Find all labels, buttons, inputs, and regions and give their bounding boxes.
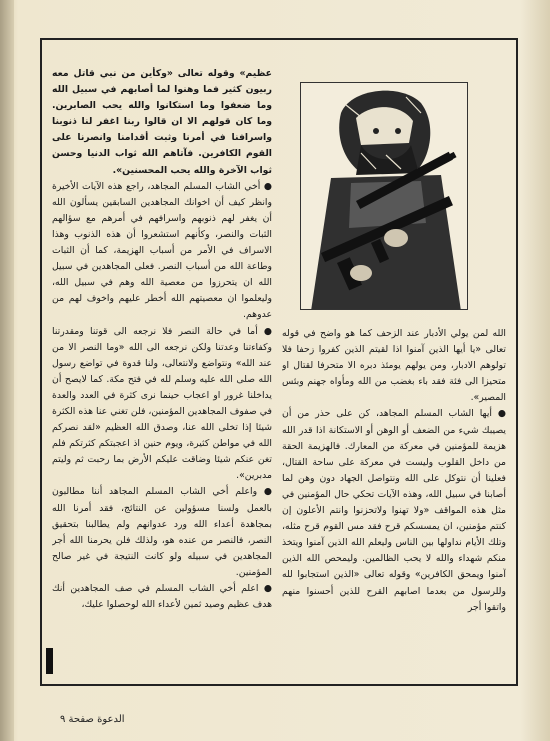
paragraph: ● أما في حالة النصر فلا نرجعه الى قوتنا ومقدرتنا وكفاءتنا وعدتنا ولكن نرجعه الى الله «وما النصر الا من عند الله» ونتواضع ولانتعالى، ولنا قدوة في تواضع رسول الله صلى الله عليه وسلم لله في فتح مكة. كما لايصح أن يداخلنا غرور او اعجاب حينما نرى كثرة في العدد والعدة في صفوف المجاهدين المؤمنين، فلن تغني عنا هذه الكثرة شيئا إذا تخلى الله عنا، وصدق الله العظيم «لقد نصركم الله في مواطن كثيرة، ويوم حنين اذ اعجبتكم كثرتكم فلم تغن عنكم شيئا وضاقت عليكم الأرض بما رحبت ثم وليتم مدبرين». bbox=[52, 325, 272, 482]
paragraph: ● أيها الشاب المسلم المجاهد، كن على حذر من أن يصيبك شيء من الضعف أو الوهن أو الاستكانة اذا قدر الله هزيمة للمؤمنين في معركة من المعارك. فالهزيمة الحقة من داخل القلوب وليست في معركة على ساحة القتال، فعلينا أن نتوكل على الله ونتواصل الجهاد دون وهن لما أصابنا في سبيل الله، وهذه الآيات تحكي حال المؤمنين في مثل هذه المواقف «ولا تهنوا ولاتحزنوا وانتم الأعلون إن كنتم مؤمنين، ان يمسسكم قرح فقد مس القوم قرح مثله، وتلك الأيام نداولها بين الناس وليعلم الله الذين آمنوا ويتخذ منكم شهداء والله لا يحب الظالمين. وليمحص الله الذين آمنوا ويمحق الكافرين» وقوله تعالى «الذين استجابوا لله وللرسول من بعدما اصابهم القرح للذين أحسنوا منهم واتقوا أجر bbox=[282, 408, 506, 613]
page-footer: الدعوة صفحة ٩ bbox=[60, 714, 125, 725]
mujahid-photo bbox=[300, 82, 468, 310]
paragraph: عظيم» وقوله تعالى «وكأين من نبي قاتل معه ربيون كثير فما وهنوا لما أصابهم في سبيل الله وما ضعفوا وما استكانوا والله يحب الصابرين. وما كان قولهم الا ان قالوا ربنا اغفر لنا ذنوبنا واسرافنا في أمرنا وثبت أقدامنا وانصرنا على القوم الكافرين. فآتاهم الله ثواب الدنيا وحسن ثواب الآخرة والله يحب المحسنين». bbox=[52, 68, 272, 176]
column-marker bbox=[46, 648, 53, 674]
paragraph: الله لمن يولي الأدبار عند الزحف كما هو واضح في قوله تعالى «يا أيها الذين آمنوا اذا لقيتم الذين كفروا زحفا فلا تولوهم الادبار، ومن يولهم يومئذ دبره الا متحرفا لقتال او متحيزا الى فئة فقد باء بغضب من الله ومأواه جهنم وبئس المصير». bbox=[282, 328, 506, 404]
article-column-left bbox=[52, 66, 272, 680]
article-column-right bbox=[282, 326, 506, 682]
page-edge-shadow bbox=[0, 0, 14, 741]
paragraph: ● أخي الشاب المسلم المجاهد، راجع هذه الآيات الأخيرة وانظر كيف أن اخوانك المجاهدين السابقين يسألون الله أن يغفر لهم ذنوبهم واسرافهم في أمرهم مع سؤالهم الثبات والنصر، وكأنهم استشعروا أن هذه الذنوب وهذا الاسراف في الأمر من أسباب الهزيمة، كما أن الثبات وطاعة الله من أسباب النصر. فعلى المجاهدين في سبيل الله ان يتحرزوا من معصية الله وهم في سبيل الله، وليعلموا ان معصيتهم الله أخطر عليهم واخوف لهم من عدوهم. bbox=[52, 180, 272, 321]
paragraph: ● اعلم أخي الشاب المسلم في صف المجاهدين أنك هدف عظيم وصيد ثمين لأعداء الله لوحصلوا عليك، bbox=[52, 583, 272, 611]
fighter-with-rifle-illustration bbox=[301, 83, 468, 310]
paragraph: ● واعلم أخي الشاب المسلم المجاهد أننا مطالبون بالعمل ولسنا مسؤولين عن النتائج، فقد أمرنا الله بمجاهدة أعداء الله ورد عدوانهم ولم يطالبنا بتحقيق النصر، فالنصر من عنده هو، ولذلك فلن يحرمنا الله أجر المجاهدين في سبيله ولو كانت النتيجة في غير صالح المؤمنين. bbox=[52, 486, 272, 578]
